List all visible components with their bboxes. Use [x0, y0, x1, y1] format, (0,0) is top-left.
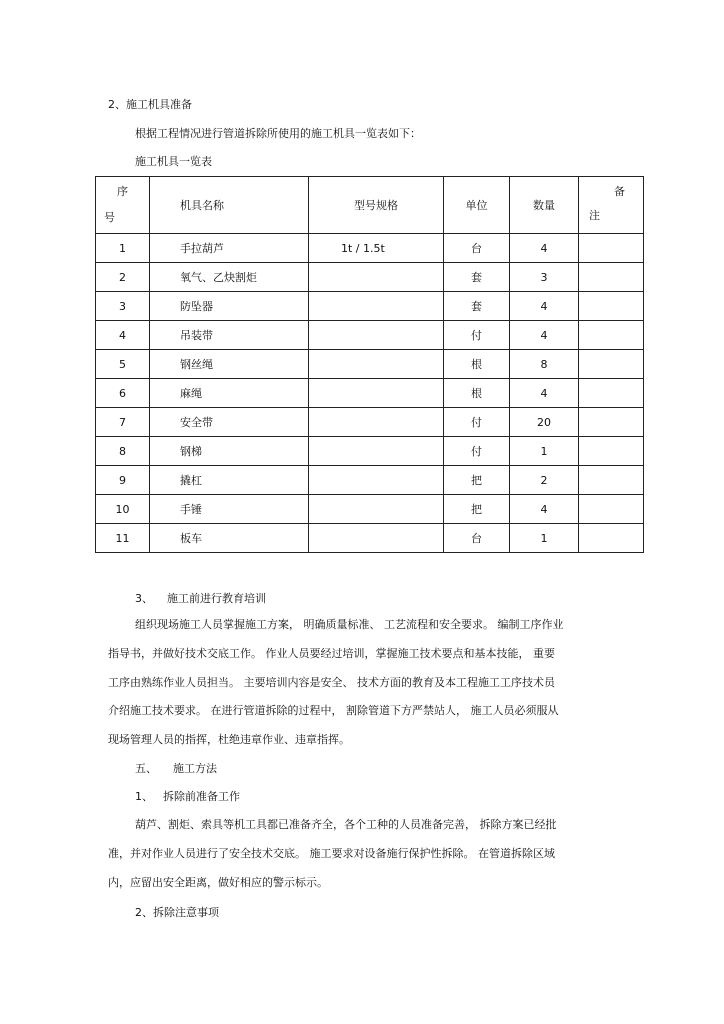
cell-note	[579, 234, 644, 263]
section3-heading: 3、 施工前进行教育培训	[135, 592, 266, 605]
cell-spec	[309, 379, 444, 408]
cell-qty: 1	[510, 524, 579, 553]
cell-note	[579, 437, 644, 466]
cell-seq: 5	[96, 350, 150, 379]
tools-intro: 根据工程情况进行管道拆除所使用的施工机具一览表如下：	[135, 127, 421, 140]
cell-unit: 套	[444, 292, 510, 321]
cell-name: 钢丝绳	[150, 350, 309, 379]
table-row	[96, 350, 644, 379]
cell-spec	[309, 524, 444, 553]
cell-note	[579, 408, 644, 437]
paragraph-line: 内，应留出安全距离，做好相应的警示标示。	[108, 876, 328, 889]
cell-seq: 8	[96, 437, 150, 466]
cell-seq: 6	[96, 379, 150, 408]
cell-qty: 3	[510, 263, 579, 292]
cell-qty: 20	[510, 408, 579, 437]
header-unit: 单位	[444, 177, 510, 234]
cell-seq: 4	[96, 321, 150, 350]
header-qty: 数量	[510, 177, 579, 234]
table-row	[96, 524, 644, 553]
section5-sub1: 1、 拆除前准备工作	[135, 790, 240, 803]
cell-unit: 把	[444, 466, 510, 495]
table-row	[96, 292, 644, 321]
section5-sub2: 2、拆除注意事项	[135, 906, 219, 919]
table-row	[96, 408, 644, 437]
cell-seq: 3	[96, 292, 150, 321]
header-name: 机具名称	[150, 177, 309, 234]
section5-heading: 五、 施工方法	[135, 762, 217, 775]
cell-seq: 1	[96, 234, 150, 263]
cell-name: 钢梯	[150, 437, 309, 466]
cell-name: 板车	[150, 524, 309, 553]
cell-name: 麻绳	[150, 379, 309, 408]
table-header-row	[96, 177, 644, 234]
cell-seq: 10	[96, 495, 150, 524]
table-row	[96, 234, 644, 263]
cell-name: 安全带	[150, 408, 309, 437]
cell-spec	[309, 495, 444, 524]
cell-seq: 9	[96, 466, 150, 495]
cell-name: 手拉葫芦	[150, 234, 309, 263]
cell-qty: 2	[510, 466, 579, 495]
cell-note	[579, 466, 644, 495]
cell-unit: 台	[444, 234, 510, 263]
table-row	[96, 437, 644, 466]
cell-unit: 付	[444, 437, 510, 466]
cell-unit: 根	[444, 350, 510, 379]
cell-qty: 4	[510, 379, 579, 408]
table-row	[96, 321, 644, 350]
table-row	[96, 495, 644, 524]
cell-note	[579, 524, 644, 553]
cell-spec	[309, 350, 444, 379]
tools-table	[95, 176, 644, 553]
cell-qty: 4	[510, 292, 579, 321]
cell-spec	[309, 263, 444, 292]
table-row	[96, 263, 644, 292]
paragraph-line: 介绍施工技术要求。 在进行管道拆除的过程中， 割除管道下方严禁站人， 施工人员必须服从	[108, 704, 559, 717]
cell-name: 吊装带	[150, 321, 309, 350]
section-heading-tools: 2、施工机具准备	[108, 98, 192, 111]
cell-spec: 1t / 1.5t	[309, 234, 444, 263]
cell-note	[579, 350, 644, 379]
cell-name: 手锤	[150, 495, 309, 524]
cell-unit: 根	[444, 379, 510, 408]
cell-note	[579, 379, 644, 408]
table-row	[96, 466, 644, 495]
cell-note	[579, 263, 644, 292]
cell-unit: 付	[444, 321, 510, 350]
paragraph-line: 现场管理人员的指挥，杜绝违章作业、违章指挥。	[108, 733, 350, 746]
cell-note	[579, 321, 644, 350]
table-title: 施工机具一览表	[135, 155, 212, 168]
cell-name: 氧气、乙炔割炬	[150, 263, 309, 292]
cell-unit: 套	[444, 263, 510, 292]
paragraph-line: 葫芦、割炬、索具等机工具都已准备齐全，各个工种的人员准备完善， 拆除方案已经批	[135, 818, 557, 831]
cell-note	[579, 292, 644, 321]
header-seq: 序 号	[96, 177, 150, 234]
cell-qty: 8	[510, 350, 579, 379]
paragraph-line: 组织现场施工人员掌握施工方案， 明确质量标准、 工艺流程和安全要求。 编制工序作业	[135, 618, 564, 631]
cell-unit: 把	[444, 495, 510, 524]
cell-spec	[309, 408, 444, 437]
paragraph-line: 指导书，并做好技术交底工作。 作业人员要经过培训，掌握施工技术要点和基本技能， 重要	[108, 647, 555, 660]
cell-seq: 11	[96, 524, 150, 553]
cell-unit: 付	[444, 408, 510, 437]
cell-name: 防坠器	[150, 292, 309, 321]
cell-seq: 2	[96, 263, 150, 292]
table-row	[96, 379, 644, 408]
paragraph-line: 工序由熟练作业人员担当。 主要培训内容是安全、 技术方面的教育及本工程施工工序技术员	[108, 676, 555, 689]
cell-name: 撬杠	[150, 466, 309, 495]
cell-spec	[309, 321, 444, 350]
cell-qty: 4	[510, 321, 579, 350]
cell-spec	[309, 437, 444, 466]
cell-qty: 4	[510, 234, 579, 263]
paragraph-line: 准，并对作业人员进行了安全技术交底。 施工要求对设备施行保护性拆除。 在管道拆除区域	[108, 847, 555, 860]
cell-spec	[309, 292, 444, 321]
cell-spec	[309, 466, 444, 495]
header-note: 备 注	[579, 177, 644, 234]
cell-unit: 台	[444, 524, 510, 553]
header-spec: 型号规格	[309, 177, 444, 234]
cell-note	[579, 495, 644, 524]
cell-qty: 4	[510, 495, 579, 524]
cell-seq: 7	[96, 408, 150, 437]
cell-qty: 1	[510, 437, 579, 466]
